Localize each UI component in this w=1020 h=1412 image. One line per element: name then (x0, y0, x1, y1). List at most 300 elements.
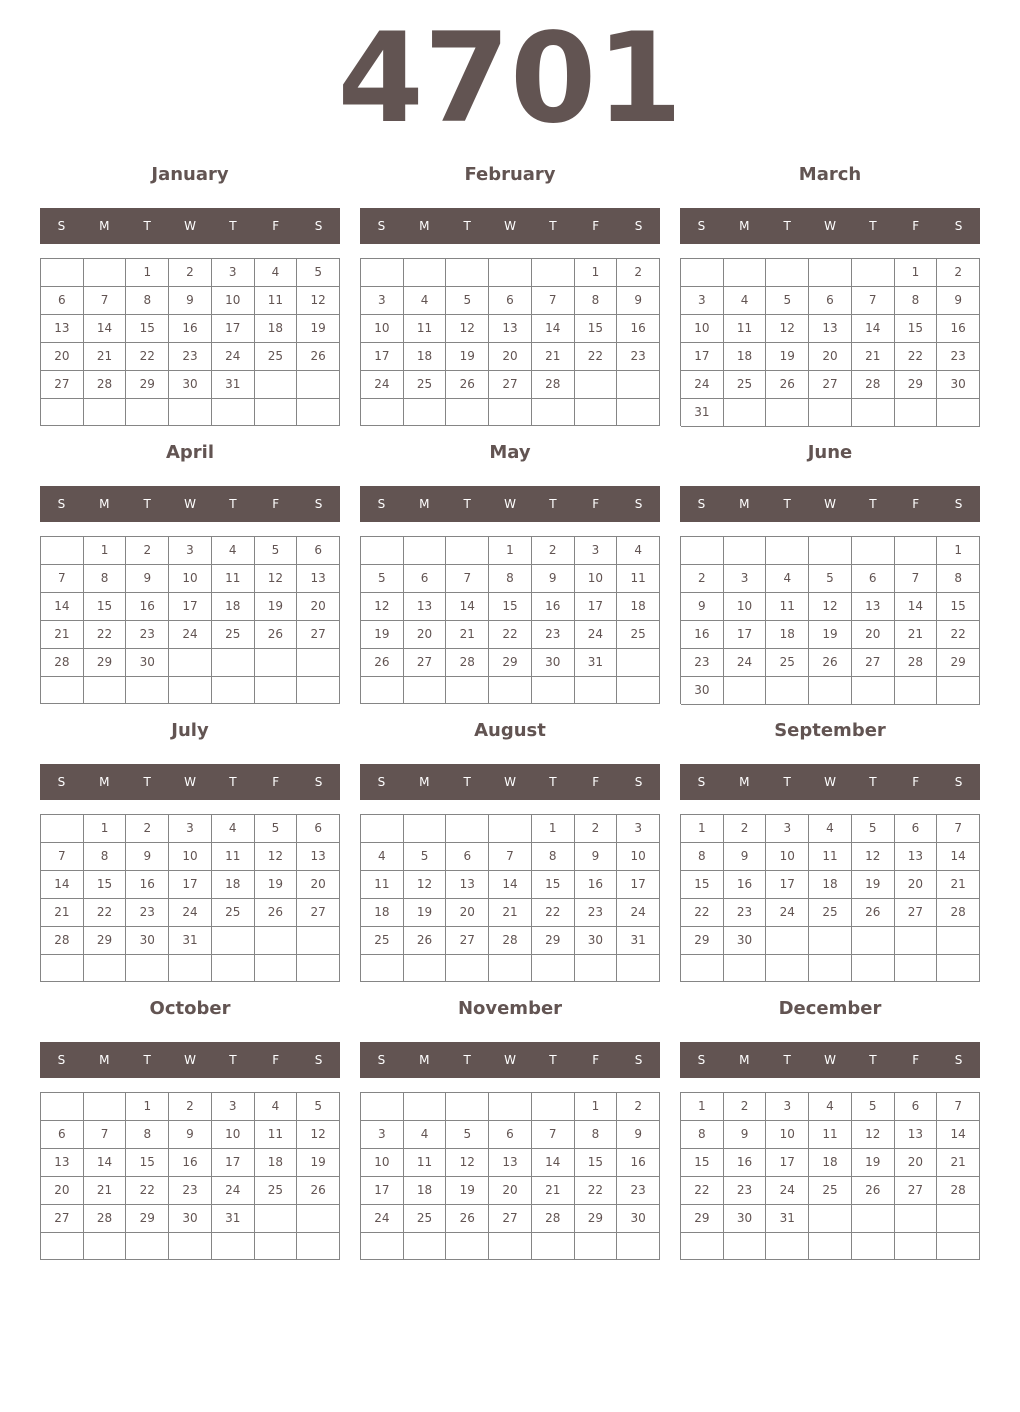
day-cell (681, 955, 724, 982)
day-cell: 4 (404, 1121, 447, 1149)
day-cell (84, 677, 127, 704)
day-cell: 8 (532, 843, 575, 871)
day-cell: 13 (895, 1121, 938, 1149)
day-cell (852, 259, 895, 287)
day-cell: 3 (575, 537, 618, 565)
day-cell: 14 (532, 1149, 575, 1177)
weekday-label: T (229, 497, 237, 511)
weekday-label: S (377, 497, 386, 511)
weekday-label: F (592, 219, 600, 233)
day-cell: 12 (766, 315, 809, 343)
day-cell: 19 (766, 343, 809, 371)
weekday-label: T (143, 219, 151, 233)
day-cell: 16 (169, 315, 212, 343)
day-cell (212, 677, 255, 704)
day-cell: 25 (617, 621, 660, 649)
day-cell: 15 (84, 871, 127, 899)
day-cell: 12 (297, 287, 340, 315)
weekday-label: W (824, 497, 836, 511)
day-cell: 17 (212, 1149, 255, 1177)
day-cell: 23 (532, 621, 575, 649)
day-cell: 13 (41, 1149, 84, 1177)
day-cell: 24 (212, 1177, 255, 1205)
day-cell (937, 399, 980, 427)
day-cell: 20 (41, 1177, 84, 1205)
day-cell: 18 (617, 593, 660, 621)
day-cell (895, 1233, 938, 1260)
day-cell: 14 (937, 1121, 980, 1149)
day-cell: 23 (724, 899, 767, 927)
day-cell (361, 259, 404, 287)
day-cell: 18 (212, 593, 255, 621)
day-cell: 15 (126, 1149, 169, 1177)
day-cell: 4 (617, 537, 660, 565)
day-cell (41, 815, 84, 843)
day-cell: 31 (212, 371, 255, 399)
day-cell (809, 955, 852, 982)
day-cell: 28 (937, 899, 980, 927)
day-cell (255, 649, 298, 677)
weekday-label: M (99, 775, 110, 789)
day-cell: 17 (766, 871, 809, 899)
day-cell: 5 (255, 537, 298, 565)
day-cell: 23 (126, 899, 169, 927)
day-cell (255, 399, 298, 426)
day-cell (489, 1093, 532, 1121)
day-cell (681, 537, 724, 565)
weekday-label: M (99, 1053, 110, 1067)
day-cell: 4 (255, 259, 298, 287)
day-cell: 2 (617, 259, 660, 287)
day-cell: 20 (446, 899, 489, 927)
day-cell: 1 (489, 537, 532, 565)
day-cell: 4 (212, 815, 255, 843)
day-cell: 2 (937, 259, 980, 287)
day-cell: 23 (126, 621, 169, 649)
weekday-label: T (783, 219, 791, 233)
weekday-label: S (314, 219, 323, 233)
day-cell: 3 (361, 1121, 404, 1149)
day-cell (937, 955, 980, 982)
day-cell: 10 (766, 1121, 809, 1149)
day-cell: 25 (404, 1205, 447, 1233)
day-grid (40, 1092, 340, 1260)
day-cell (766, 677, 809, 705)
day-grid (40, 536, 340, 704)
day-grid (360, 258, 660, 426)
day-cell (404, 815, 447, 843)
weekday-header-bar (40, 1042, 340, 1078)
day-cell: 18 (724, 343, 767, 371)
day-cell: 4 (809, 1093, 852, 1121)
day-cell (446, 399, 489, 426)
day-cell (809, 677, 852, 705)
day-cell: 7 (895, 565, 938, 593)
day-cell (489, 677, 532, 704)
year-title: 4701 (337, 7, 683, 151)
day-cell (84, 955, 127, 982)
day-cell: 1 (895, 259, 938, 287)
day-cell: 21 (532, 343, 575, 371)
weekday-header-bar (360, 1042, 660, 1078)
day-cell (84, 259, 127, 287)
day-cell (617, 955, 660, 982)
day-cell: 16 (126, 871, 169, 899)
weekday-label: T (783, 497, 791, 511)
day-cell: 9 (169, 1121, 212, 1149)
day-cell: 26 (361, 649, 404, 677)
day-cell: 1 (126, 1093, 169, 1121)
day-cell (724, 677, 767, 705)
weekday-label: T (463, 219, 471, 233)
day-cell (446, 1233, 489, 1260)
day-cell: 15 (532, 871, 575, 899)
weekday-label: S (634, 219, 643, 233)
day-cell: 23 (617, 343, 660, 371)
day-cell: 24 (766, 899, 809, 927)
day-cell: 27 (446, 927, 489, 955)
day-cell: 10 (212, 1121, 255, 1149)
day-cell (297, 1205, 340, 1233)
day-cell: 19 (446, 1177, 489, 1205)
day-cell: 16 (169, 1149, 212, 1177)
day-cell (895, 399, 938, 427)
day-cell: 6 (489, 287, 532, 315)
day-cell (404, 537, 447, 565)
day-cell: 20 (852, 621, 895, 649)
day-cell: 18 (809, 1149, 852, 1177)
day-cell: 30 (169, 371, 212, 399)
day-cell (532, 399, 575, 426)
weekday-label: M (419, 1053, 430, 1067)
day-cell: 18 (766, 621, 809, 649)
day-cell (809, 1205, 852, 1233)
day-cell: 28 (84, 1205, 127, 1233)
day-cell (255, 955, 298, 982)
weekday-header-bar (680, 486, 980, 522)
day-cell (297, 1233, 340, 1260)
day-cell: 5 (852, 1093, 895, 1121)
weekday-label: T (549, 775, 557, 789)
day-cell: 4 (361, 843, 404, 871)
day-cell: 4 (724, 287, 767, 315)
weekday-label: S (954, 219, 963, 233)
day-cell: 5 (852, 815, 895, 843)
day-cell: 22 (681, 1177, 724, 1205)
day-cell: 29 (895, 371, 938, 399)
weekday-label: F (592, 1053, 600, 1067)
weekday-label: F (592, 497, 600, 511)
day-cell: 24 (681, 371, 724, 399)
day-cell: 5 (446, 287, 489, 315)
day-cell: 12 (852, 1121, 895, 1149)
day-cell: 29 (126, 1205, 169, 1233)
weekday-header-bar (680, 764, 980, 800)
day-cell: 5 (361, 565, 404, 593)
day-cell: 1 (937, 537, 980, 565)
day-cell: 26 (255, 621, 298, 649)
day-cell: 17 (361, 1177, 404, 1205)
day-cell: 14 (489, 871, 532, 899)
day-cell: 28 (41, 649, 84, 677)
day-cell: 5 (255, 815, 298, 843)
weekday-label: F (272, 497, 280, 511)
day-cell: 26 (297, 343, 340, 371)
day-cell: 10 (169, 565, 212, 593)
day-cell: 22 (575, 1177, 618, 1205)
weekday-label: F (272, 219, 280, 233)
day-cell: 15 (895, 315, 938, 343)
day-cell: 1 (126, 259, 169, 287)
day-cell: 7 (937, 1093, 980, 1121)
day-cell: 18 (404, 1177, 447, 1205)
day-cell (532, 1233, 575, 1260)
day-cell: 30 (575, 927, 618, 955)
day-cell: 10 (169, 843, 212, 871)
day-cell: 2 (575, 815, 618, 843)
day-cell: 21 (937, 871, 980, 899)
weekday-label: S (314, 775, 323, 789)
day-cell: 29 (681, 1205, 724, 1233)
day-cell (361, 1233, 404, 1260)
day-cell: 16 (617, 315, 660, 343)
day-cell: 30 (937, 371, 980, 399)
month-name: February (464, 164, 556, 185)
day-cell: 13 (852, 593, 895, 621)
day-cell (169, 649, 212, 677)
day-cell (446, 259, 489, 287)
day-cell (255, 371, 298, 399)
day-cell: 29 (126, 371, 169, 399)
day-cell: 12 (297, 1121, 340, 1149)
day-cell: 23 (724, 1177, 767, 1205)
day-cell (617, 649, 660, 677)
day-grid (360, 536, 660, 704)
day-grid (680, 258, 980, 426)
day-cell: 19 (297, 1149, 340, 1177)
month-name: May (489, 442, 531, 463)
day-cell: 16 (575, 871, 618, 899)
day-cell: 23 (681, 649, 724, 677)
day-cell: 25 (766, 649, 809, 677)
day-cell (532, 1093, 575, 1121)
day-cell (297, 399, 340, 426)
weekday-label: M (739, 497, 750, 511)
day-cell: 21 (41, 899, 84, 927)
day-cell: 26 (852, 899, 895, 927)
day-cell (212, 1233, 255, 1260)
weekday-label: W (504, 775, 516, 789)
day-cell (41, 1093, 84, 1121)
day-cell: 1 (681, 1093, 724, 1121)
weekday-label: T (549, 219, 557, 233)
day-cell: 8 (937, 565, 980, 593)
day-cell (361, 537, 404, 565)
day-cell (766, 259, 809, 287)
day-grid (360, 814, 660, 982)
day-cell (852, 927, 895, 955)
day-cell: 6 (852, 565, 895, 593)
day-cell: 16 (724, 871, 767, 899)
day-cell: 25 (724, 371, 767, 399)
day-cell: 2 (681, 565, 724, 593)
day-cell: 22 (937, 621, 980, 649)
weekday-label: W (824, 1053, 836, 1067)
weekday-label: T (549, 497, 557, 511)
weekday-label: F (272, 775, 280, 789)
day-cell: 15 (681, 1149, 724, 1177)
day-cell: 16 (617, 1149, 660, 1177)
day-cell: 19 (446, 343, 489, 371)
day-cell: 3 (766, 1093, 809, 1121)
day-cell: 2 (724, 815, 767, 843)
day-cell: 21 (84, 343, 127, 371)
day-cell: 18 (255, 1149, 298, 1177)
weekday-label: S (314, 497, 323, 511)
day-cell: 10 (617, 843, 660, 871)
day-cell: 18 (212, 871, 255, 899)
day-cell (724, 537, 767, 565)
day-cell (255, 1205, 298, 1233)
day-cell: 31 (617, 927, 660, 955)
month-name: March (798, 164, 862, 185)
day-cell: 7 (532, 1121, 575, 1149)
day-cell: 4 (404, 287, 447, 315)
day-cell: 14 (41, 593, 84, 621)
day-cell: 13 (489, 1149, 532, 1177)
weekday-label: S (697, 497, 706, 511)
weekday-header-bar (680, 208, 980, 244)
day-cell: 11 (255, 287, 298, 315)
day-grid (360, 1092, 660, 1260)
day-cell: 22 (126, 1177, 169, 1205)
day-cell: 7 (532, 287, 575, 315)
weekday-label: F (912, 219, 920, 233)
day-cell (361, 399, 404, 426)
day-cell (852, 1233, 895, 1260)
day-cell: 15 (575, 315, 618, 343)
weekday-label: W (184, 775, 196, 789)
day-cell: 12 (852, 843, 895, 871)
day-cell (809, 927, 852, 955)
day-cell: 28 (937, 1177, 980, 1205)
weekday-label: T (229, 1053, 237, 1067)
day-cell: 31 (766, 1205, 809, 1233)
day-cell: 10 (212, 287, 255, 315)
day-cell: 3 (724, 565, 767, 593)
day-cell: 12 (361, 593, 404, 621)
day-cell: 28 (532, 371, 575, 399)
day-cell (84, 1233, 127, 1260)
day-cell: 27 (895, 1177, 938, 1205)
day-cell: 14 (852, 315, 895, 343)
day-cell: 28 (852, 371, 895, 399)
day-cell: 13 (489, 315, 532, 343)
month-name: April (165, 442, 215, 463)
day-cell (617, 677, 660, 704)
day-cell (809, 1233, 852, 1260)
day-cell: 9 (126, 843, 169, 871)
day-cell: 5 (404, 843, 447, 871)
day-cell: 27 (41, 1205, 84, 1233)
day-cell: 8 (489, 565, 532, 593)
day-cell: 21 (489, 899, 532, 927)
day-cell (489, 955, 532, 982)
weekday-header-bar (680, 1042, 980, 1078)
weekday-label: S (57, 775, 66, 789)
day-grid (40, 814, 340, 982)
weekday-label: S (57, 1053, 66, 1067)
day-cell (575, 371, 618, 399)
day-cell: 8 (126, 1121, 169, 1149)
day-cell: 19 (852, 871, 895, 899)
day-cell: 8 (575, 287, 618, 315)
day-cell (255, 927, 298, 955)
weekday-header-bar (360, 208, 660, 244)
day-cell (852, 677, 895, 705)
day-cell: 3 (361, 287, 404, 315)
day-cell (937, 1233, 980, 1260)
day-cell (895, 927, 938, 955)
day-cell: 20 (809, 343, 852, 371)
day-cell (212, 649, 255, 677)
weekday-label: S (377, 1053, 386, 1067)
day-cell: 2 (169, 259, 212, 287)
day-cell: 27 (404, 649, 447, 677)
day-grid (40, 258, 340, 426)
day-cell: 15 (575, 1149, 618, 1177)
day-cell (361, 677, 404, 704)
day-cell: 11 (255, 1121, 298, 1149)
day-cell: 8 (126, 287, 169, 315)
day-cell: 6 (404, 565, 447, 593)
day-cell (617, 371, 660, 399)
day-cell: 21 (532, 1177, 575, 1205)
weekday-header-bar (40, 208, 340, 244)
day-cell: 10 (681, 315, 724, 343)
day-cell: 29 (489, 649, 532, 677)
day-cell: 23 (575, 899, 618, 927)
day-cell: 14 (84, 315, 127, 343)
day-cell (681, 1233, 724, 1260)
day-cell (361, 955, 404, 982)
day-cell: 31 (575, 649, 618, 677)
day-cell: 11 (404, 315, 447, 343)
weekday-label: T (143, 1053, 151, 1067)
day-cell (41, 1233, 84, 1260)
day-cell (532, 955, 575, 982)
day-cell (212, 955, 255, 982)
day-cell: 9 (681, 593, 724, 621)
day-cell: 21 (84, 1177, 127, 1205)
day-cell: 18 (404, 343, 447, 371)
weekday-label: T (229, 775, 237, 789)
day-cell: 12 (446, 315, 489, 343)
weekday-label: T (783, 775, 791, 789)
day-cell: 20 (895, 871, 938, 899)
day-cell (255, 677, 298, 704)
day-cell (212, 399, 255, 426)
day-cell: 7 (489, 843, 532, 871)
day-cell: 26 (255, 899, 298, 927)
day-cell: 9 (724, 843, 767, 871)
weekday-label: W (824, 219, 836, 233)
day-cell (404, 955, 447, 982)
day-cell: 20 (41, 343, 84, 371)
weekday-label: S (314, 1053, 323, 1067)
weekday-label: M (739, 775, 750, 789)
day-cell: 15 (681, 871, 724, 899)
